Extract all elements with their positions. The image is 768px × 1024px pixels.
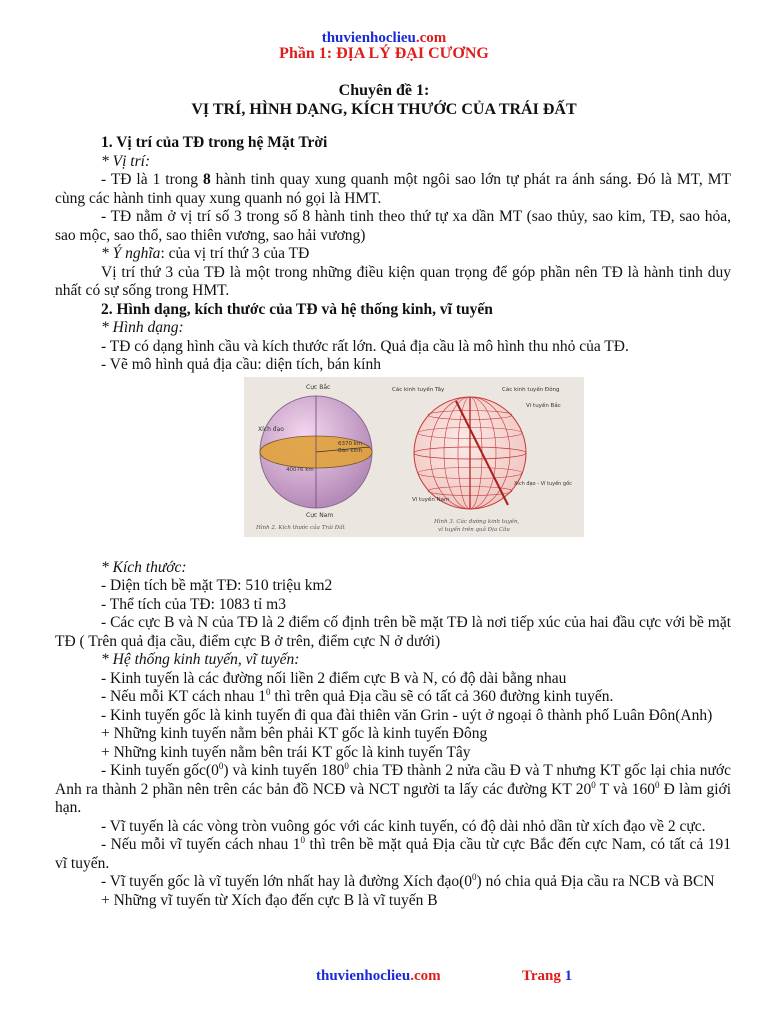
superscript: 0 (344, 760, 349, 771)
page-label: Trang (522, 968, 565, 984)
globe-illustration (244, 377, 584, 537)
globe-figure (244, 377, 584, 537)
figure-3-caption-line2: vĩ tuyến trên quả Địa Cầu (438, 526, 510, 533)
east-meridian-label: Các kinh tuyến Đông (502, 386, 560, 393)
site-domain: .com (415, 30, 447, 46)
paragraph: - Vĩ tuyến là các vòng tròn vuông góc với các kinh tuyến, có độ dài nhỏ dần từ xích đạo về 2 cực. (101, 817, 706, 835)
text-run: T và 160 (595, 780, 655, 798)
paragraph: - Thể tích của TĐ: 1083 tỉ m3 (101, 595, 286, 613)
text-run: Đ làm giới hạn. (55, 780, 731, 816)
radius-label: Bán kính (338, 447, 363, 454)
paragraph: + Những vĩ tuyến từ Xích đạo đến cực B là vĩ tuyến B (101, 891, 438, 909)
paragraph (55, 171, 731, 208)
section-1-heading: 1. Vị trí của TĐ trong hệ Mặt Trời (101, 134, 328, 151)
paragraph: - Vẽ mô hình quả địa cầu: diện tích, bán kính (101, 356, 381, 373)
north-parallel-label: Vĩ tuyến Bắc (526, 402, 561, 409)
equator-label: Xích đạo (258, 425, 284, 433)
paragraph: - Kinh tuyến gốc là kinh tuyến đi qua đài thiên văn Grin - uýt ở ngoại ô thành phố Luân Đôn(Anh) (101, 706, 713, 724)
part-title: Phần 1: ĐỊA LÝ ĐẠI CƯƠNG (279, 45, 489, 62)
text-run: ) nó chia quả Địa cầu ra NCB và BCN (476, 873, 715, 890)
superscript: 0 (591, 779, 596, 790)
paragraph: - Diện tích bề mặt TĐ: 510 triệu km2 (101, 577, 333, 594)
circumference-value: 40076 km (286, 466, 314, 473)
paragraph (55, 836, 731, 873)
south-pole-label: Cực Nam (306, 511, 334, 519)
text-run: - Kinh tuyến gốc(0 (101, 762, 219, 779)
paragraph (55, 762, 731, 818)
text-run: - TĐ là 1 trong (101, 171, 203, 188)
meaning-line (55, 245, 731, 264)
shape-label: * Hình dạng: (101, 319, 184, 336)
footer-site-domain: .com (410, 968, 441, 984)
south-parallel-label: Vĩ tuyến Nam (412, 496, 450, 503)
text-run: : của vị trí thứ 3 của TĐ (160, 245, 310, 262)
paragraph: Vị trí thứ 3 của TĐ là một trong những điều kiện quan trọng để góp phần nên TĐ là hành tinh duy nhất có sự sống trong HMT. (55, 263, 731, 299)
footer-site-name: thuvienhoclieu (316, 968, 411, 984)
site-name: thuvienhoclieu (321, 30, 416, 46)
superscript: 0 (655, 779, 660, 790)
footer-site (316, 968, 441, 985)
document-body (55, 134, 731, 910)
text-run: - Nếu mỗi vĩ tuyến cách nhau 1 (101, 836, 301, 853)
paragraph: + Những kinh tuyến nằm bên phải KT gốc là kinh tuyến Đông (101, 725, 488, 742)
paragraph: + Những kinh tuyến nằm bên trái KT gốc là kinh tuyến Tây (101, 743, 471, 761)
paragraph: - Kinh tuyến là các đường nối liền 2 điểm cực B và N, có độ dài bằng nhau (101, 669, 567, 687)
text-run: - Nếu mỗi KT cách nhau 1 (101, 688, 266, 705)
superscript: 0 (218, 760, 224, 771)
superscript: 0 (300, 834, 305, 845)
main-title: VỊ TRÍ, HÌNH DẠNG, KÍCH THƯỚC CỦA TRÁI ĐẤT (191, 101, 577, 118)
west-meridian-label: Các kinh tuyến Tây (392, 386, 445, 393)
radius-value: 6370 km (338, 440, 363, 447)
paragraph: - Các cực B và N của TĐ là 2 điểm cố định trên bề mặt TĐ là nơi tiếp xúc của hai đầu cực với bề mặt TĐ ( Trên quả địa cầu, điểm cực B ở trên, điểm cực N ở dưới) (55, 614, 731, 650)
size-label: * Kích thước: (101, 558, 187, 576)
text-run: thì trên quả Địa cầu sẽ có tất cả 360 đường kinh tuyến. (270, 688, 614, 705)
superscript: 0 (266, 686, 271, 697)
text-run: ) và kinh tuyến 180 (223, 762, 345, 779)
equator-parallel-label: Xích đạo - Vĩ tuyến gốc (514, 480, 572, 487)
paragraph (55, 688, 731, 707)
paragraph: - TĐ có dạng hình cầu và kích thước rất lớn. Quả địa cầu là mô hình thu nhỏ của TĐ. (101, 337, 629, 355)
text-run: thì trên bề mặt quả Địa cầu từ cực Bắc đến cực Nam, có tất cả 191 vĩ tuyến. (55, 836, 732, 872)
text-run: - Vĩ tuyến gốc là vĩ tuyến lớn nhất hay là đường Xích đạo(0 (101, 873, 473, 890)
topic-number: Chuyên đề 1: (338, 82, 430, 99)
paragraph (55, 873, 731, 892)
page-number (522, 968, 572, 985)
grid-system-label: * Hệ thống kinh tuyến, vĩ tuyến: (101, 651, 300, 668)
page-num: 1 (564, 968, 573, 984)
figure-3-caption: Hình 3. Các đường kinh tuyến, (434, 518, 520, 525)
figure-2-caption: Hình 2. Kích thước của Trái Đất (256, 524, 345, 531)
meaning-label: * Ý nghĩa (101, 245, 161, 262)
bold-number: 8 (202, 171, 211, 188)
meridian-globe (414, 397, 526, 509)
north-pole-label: Cực Bắc (306, 383, 331, 391)
position-label: * Vị trí: (101, 152, 151, 170)
text-run: chia TĐ thành 2 nửa cầu Đ và T nhưng KT gốc lại chia nước Anh ra thành 2 phần nên trên các bản đồ NCĐ và NCT người ta lấy các đường KT 20 (55, 762, 731, 798)
paragraph: - TĐ nằm ở vị trí số 3 trong số 8 hành tinh theo thứ tự xa dần MT (sao thủy, sao kim, TĐ, sao hỏa, sao mộc, sao thổ, sao thiên vương, sao hải vương) (55, 208, 731, 244)
text-run: hành tinh quay xung quanh một ngôi sao lớn tự phát ra ánh sáng. Đó là MT, MT cùng các hành tinh quay xung quanh nó gọi là HMT. (55, 171, 731, 207)
section-2-heading: 2. Hình dạng, kích thước của TĐ và hệ thống kinh, vĩ tuyến (101, 300, 493, 318)
superscript: 0 (472, 871, 477, 882)
